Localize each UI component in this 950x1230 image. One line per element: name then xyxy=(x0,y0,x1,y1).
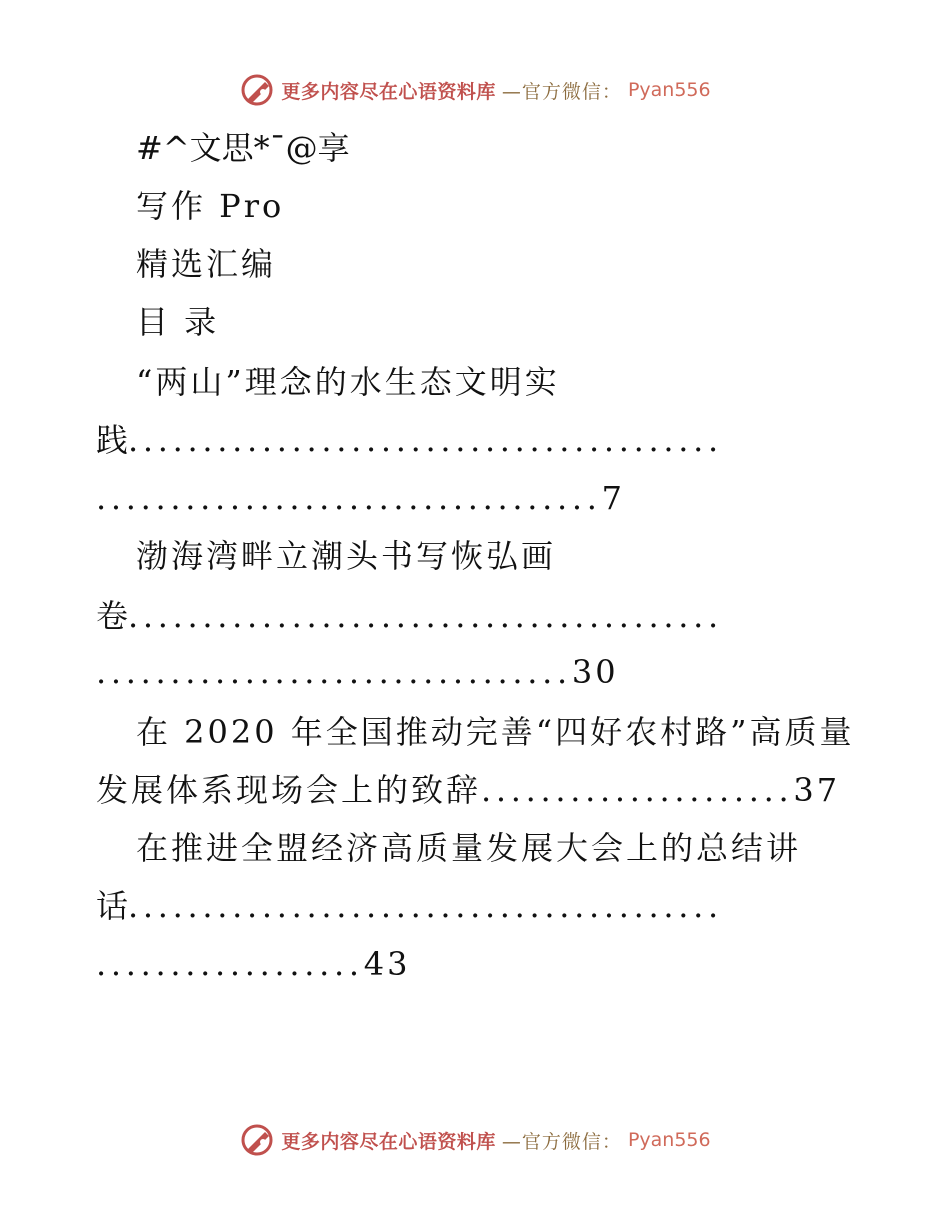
toc-entry-4-page: 43 xyxy=(363,945,411,983)
toc-entry-2-line2[interactable] xyxy=(96,596,723,636)
banner-wechat-label: —官方微信： xyxy=(501,80,622,103)
toc-entry-4-title[interactable]: 在推进全盟经济高质量发展大会上的总结讲 xyxy=(136,829,802,867)
pen-logo-icon xyxy=(239,72,275,108)
toc-entry-2-line3[interactable] xyxy=(96,652,619,692)
toc-entry-2-leader: ........................................ xyxy=(128,597,723,635)
toc-entry-1-title[interactable]: “两山”理念的水生态文明实 xyxy=(136,363,560,401)
toc-entry-2-title-cont: 卷 xyxy=(96,597,129,635)
banner-title: 更多内容尽在心语资料库 xyxy=(281,80,496,103)
pen-logo-icon xyxy=(239,1122,275,1158)
toc-heading: 目 录 xyxy=(136,303,220,341)
toc-entry-3-page: 37 xyxy=(793,771,841,809)
toc-entry-4-leader-cont: .................. xyxy=(96,945,364,983)
toc-entry-2-page: 30 xyxy=(571,653,619,691)
toc-entry-4-line2[interactable] xyxy=(96,886,723,926)
toc-entry-4-title-cont: 话 xyxy=(96,887,129,925)
header-line-1: #^文思*¯@享 xyxy=(136,129,350,167)
header-line-2: 写作 Pro xyxy=(136,187,285,225)
toc-entry-1-page: 7 xyxy=(601,479,626,517)
toc-entry-1-line3[interactable] xyxy=(96,478,625,518)
toc-entry-3-leader: ..................... xyxy=(481,771,794,809)
toc-entry-3-line2[interactable] xyxy=(96,770,840,810)
banner-wechat-id: Pyan556 xyxy=(627,79,711,101)
banner-wechat-id: Pyan556 xyxy=(627,1129,711,1151)
toc-entry-1-leader: ........................................ xyxy=(128,421,723,459)
header-watermark-banner xyxy=(0,70,950,110)
toc-entry-2-title[interactable]: 渤海湾畔立潮头书写恢弘画 xyxy=(136,537,557,575)
toc-entry-4-line3[interactable] xyxy=(96,944,410,984)
banner-title: 更多内容尽在心语资料库 xyxy=(281,1130,496,1153)
toc-entry-2-leader-cont: ................................ xyxy=(96,653,572,691)
footer-watermark-banner xyxy=(0,1120,950,1160)
banner-wechat-label: —官方微信： xyxy=(501,1130,622,1153)
toc-entry-1-title-cont: 践 xyxy=(96,421,129,459)
toc-entry-3-title[interactable]: 在 2020 年全国推动完善“四好农村路”高质量 xyxy=(136,713,855,751)
toc-entry-1-line2[interactable] xyxy=(96,420,723,460)
toc-entry-3-title-cont: 发展体系现场会上的致辞 xyxy=(96,771,482,809)
toc-entry-4-leader: ........................................ xyxy=(128,887,723,925)
header-line-3: 精选汇编 xyxy=(136,245,277,283)
toc-entry-1-leader-cont: .................................. xyxy=(96,479,602,517)
